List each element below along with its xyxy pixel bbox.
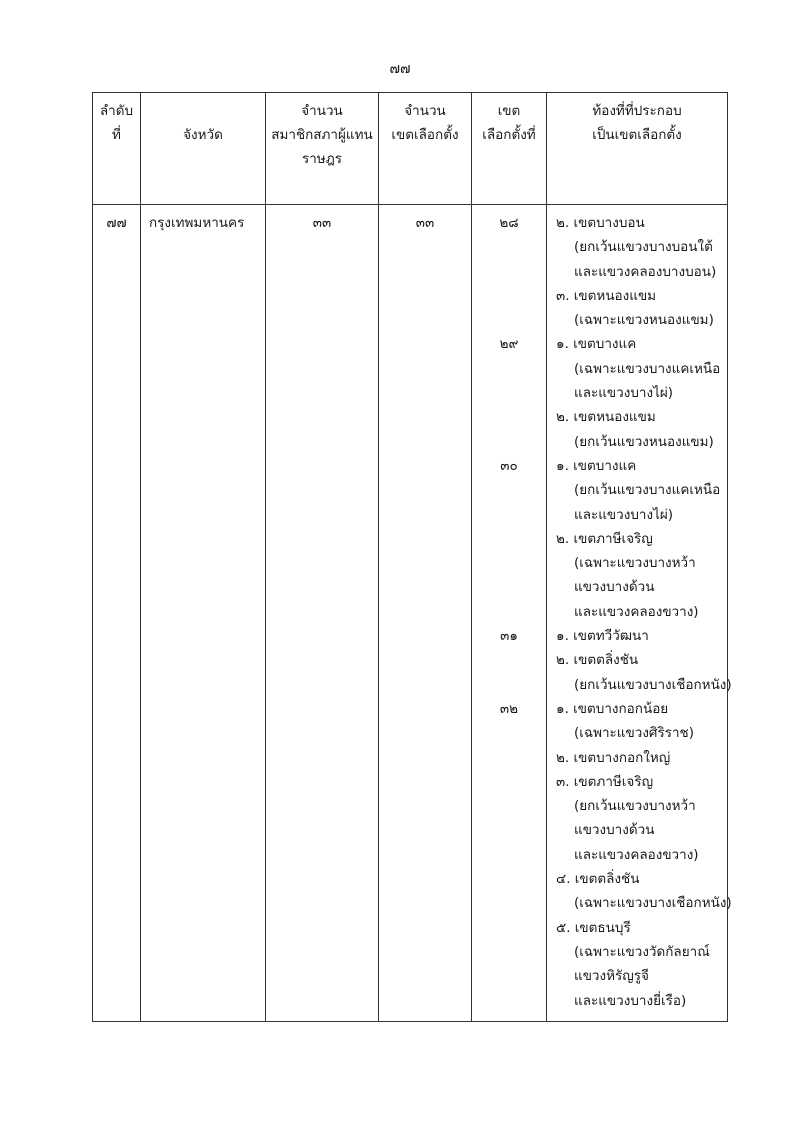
page-number: ๗๗ bbox=[389, 61, 411, 77]
zone-spacer bbox=[472, 357, 546, 381]
composition-line: ๓. เขตหนองแขม bbox=[556, 287, 657, 304]
composition-line: ๒. เขตบางบอน bbox=[556, 215, 645, 231]
zone-spacer bbox=[472, 600, 546, 624]
zone-spacer bbox=[472, 673, 546, 697]
composition-line: แขวงบางด้วน bbox=[574, 822, 655, 839]
zone-spacer bbox=[472, 964, 546, 988]
province-cell: กรุงเทพมหานคร bbox=[141, 205, 266, 1022]
composition-line: ๑. เขตบางแค bbox=[556, 336, 637, 353]
composition-line: ๑. เขตบางกอกน้อย bbox=[556, 700, 669, 717]
zone-number: ๒๘ bbox=[499, 215, 519, 231]
zone-spacer bbox=[472, 575, 546, 599]
zone-cell bbox=[472, 205, 547, 1022]
zone-spacer bbox=[472, 430, 546, 454]
composition-line: และแขวงบางไผ่) bbox=[574, 385, 674, 402]
composition-line: ๔. เขตตลิ่งชัน bbox=[556, 871, 640, 888]
composition-line: ๒. เขตหนองแขม bbox=[556, 409, 656, 426]
composition-line: (เฉพาะแขวงบางหว้า bbox=[574, 555, 696, 572]
zone-spacer bbox=[472, 235, 546, 259]
zone-spacer bbox=[472, 260, 546, 284]
composition-line: (ยกเว้นแขวงหนองแขม) bbox=[574, 433, 714, 450]
header-seq: ลำดับ ที่ bbox=[93, 93, 141, 205]
zone-spacer bbox=[472, 891, 546, 915]
members-cell: ๓๓ bbox=[266, 205, 379, 1022]
zone-spacer bbox=[472, 503, 546, 527]
seq-cell: ๗๗ bbox=[93, 205, 141, 1022]
composition-line: (เฉพาะแขวงบางแคเหนือ bbox=[574, 360, 721, 377]
header-province: จังหวัด bbox=[141, 93, 266, 205]
zone-spacer bbox=[472, 284, 546, 308]
zone-spacer bbox=[472, 794, 546, 818]
composition-line: ๒. เขตภาษีเจริญ bbox=[556, 530, 653, 547]
composition-line: (เฉพาะแขวงศิริราช) bbox=[574, 725, 694, 742]
table-row bbox=[93, 205, 728, 1022]
composition-line: ๒. เขตตลิ่งชัน bbox=[556, 652, 639, 669]
composition-line: และแขวงคลองบางบอน) bbox=[574, 263, 717, 280]
composition-line: และแขวงบางไผ่) bbox=[574, 506, 674, 523]
composition-cell bbox=[547, 205, 732, 1022]
zone-spacer bbox=[472, 478, 546, 502]
composition-line: และแขวงคลองขวาง) bbox=[574, 846, 699, 863]
header-districts: จำนวน เขตเลือกตั้ง bbox=[379, 93, 472, 205]
zone-spacer bbox=[472, 527, 546, 551]
zone-spacer bbox=[472, 989, 546, 1013]
composition-line: (ยกเว้นแขวงบางเชือกหนัง) bbox=[574, 676, 732, 693]
zone-spacer bbox=[472, 843, 546, 867]
zone-spacer bbox=[472, 648, 546, 672]
composition-line: และแขวงคลองขวาง) bbox=[574, 603, 699, 620]
zone-spacer bbox=[472, 867, 546, 891]
zone-spacer bbox=[472, 770, 546, 794]
zone-number: ๓๒ bbox=[499, 700, 519, 717]
zone-number: ๓๑ bbox=[500, 628, 518, 645]
header-composition: ท้องที่ที่ประกอบ เป็นเขตเลือกตั้ง bbox=[547, 93, 728, 205]
zone-spacer bbox=[472, 940, 546, 964]
composition-line: (เฉพาะแขวงหนองแขม) bbox=[574, 312, 714, 329]
districts-cell: ๓๓ bbox=[379, 205, 472, 1022]
constituency-table bbox=[92, 92, 732, 1022]
zone-spacer bbox=[472, 746, 546, 770]
header-zone: เขต เลือกตั้งที่ bbox=[472, 93, 547, 205]
composition-line: ๑. เขตบางแค bbox=[556, 457, 637, 474]
zone-spacer bbox=[472, 818, 546, 842]
composition-line: ๓. เขตภาษีเจริญ bbox=[556, 773, 654, 790]
zone-spacer bbox=[472, 916, 546, 940]
composition-line: (ยกเว้นแขวงบางแคเหนือ bbox=[574, 482, 721, 499]
zone-spacer bbox=[472, 721, 546, 745]
table-header-row bbox=[93, 93, 728, 205]
composition-line: ๒. เขตบางกอกใหญ่ bbox=[556, 749, 671, 766]
composition-line: (ยกเว้นแขวงบางหว้า bbox=[574, 798, 696, 815]
zone-number: ๓๐ bbox=[500, 457, 518, 474]
composition-line: (เฉพาะแขวงบางเชือกหนัง) bbox=[574, 895, 732, 912]
composition-line: (เฉพาะแขวงวัดกัลยาณ์ bbox=[574, 943, 710, 960]
composition-line: แขวงบางด้วน bbox=[574, 579, 655, 596]
composition-line: และแขวงบางยี่เรือ) bbox=[574, 992, 687, 1009]
composition-line: (ยกเว้นแขวงบางบอนใต้ bbox=[574, 239, 713, 256]
zone-spacer bbox=[472, 551, 546, 575]
composition-line: ๑. เขตทวีวัฒนา bbox=[556, 628, 649, 645]
composition-line: แขวงหิรัญรูจี bbox=[574, 968, 649, 985]
zone-number: ๒๙ bbox=[499, 336, 519, 353]
zone-spacer bbox=[472, 381, 546, 405]
composition-line: ๕. เขตธนบุรี bbox=[556, 919, 631, 936]
header-members: จำนวน สมาชิกสภาผู้แทน ราษฎร bbox=[266, 93, 379, 205]
zone-spacer bbox=[472, 308, 546, 332]
zone-spacer bbox=[472, 405, 546, 429]
